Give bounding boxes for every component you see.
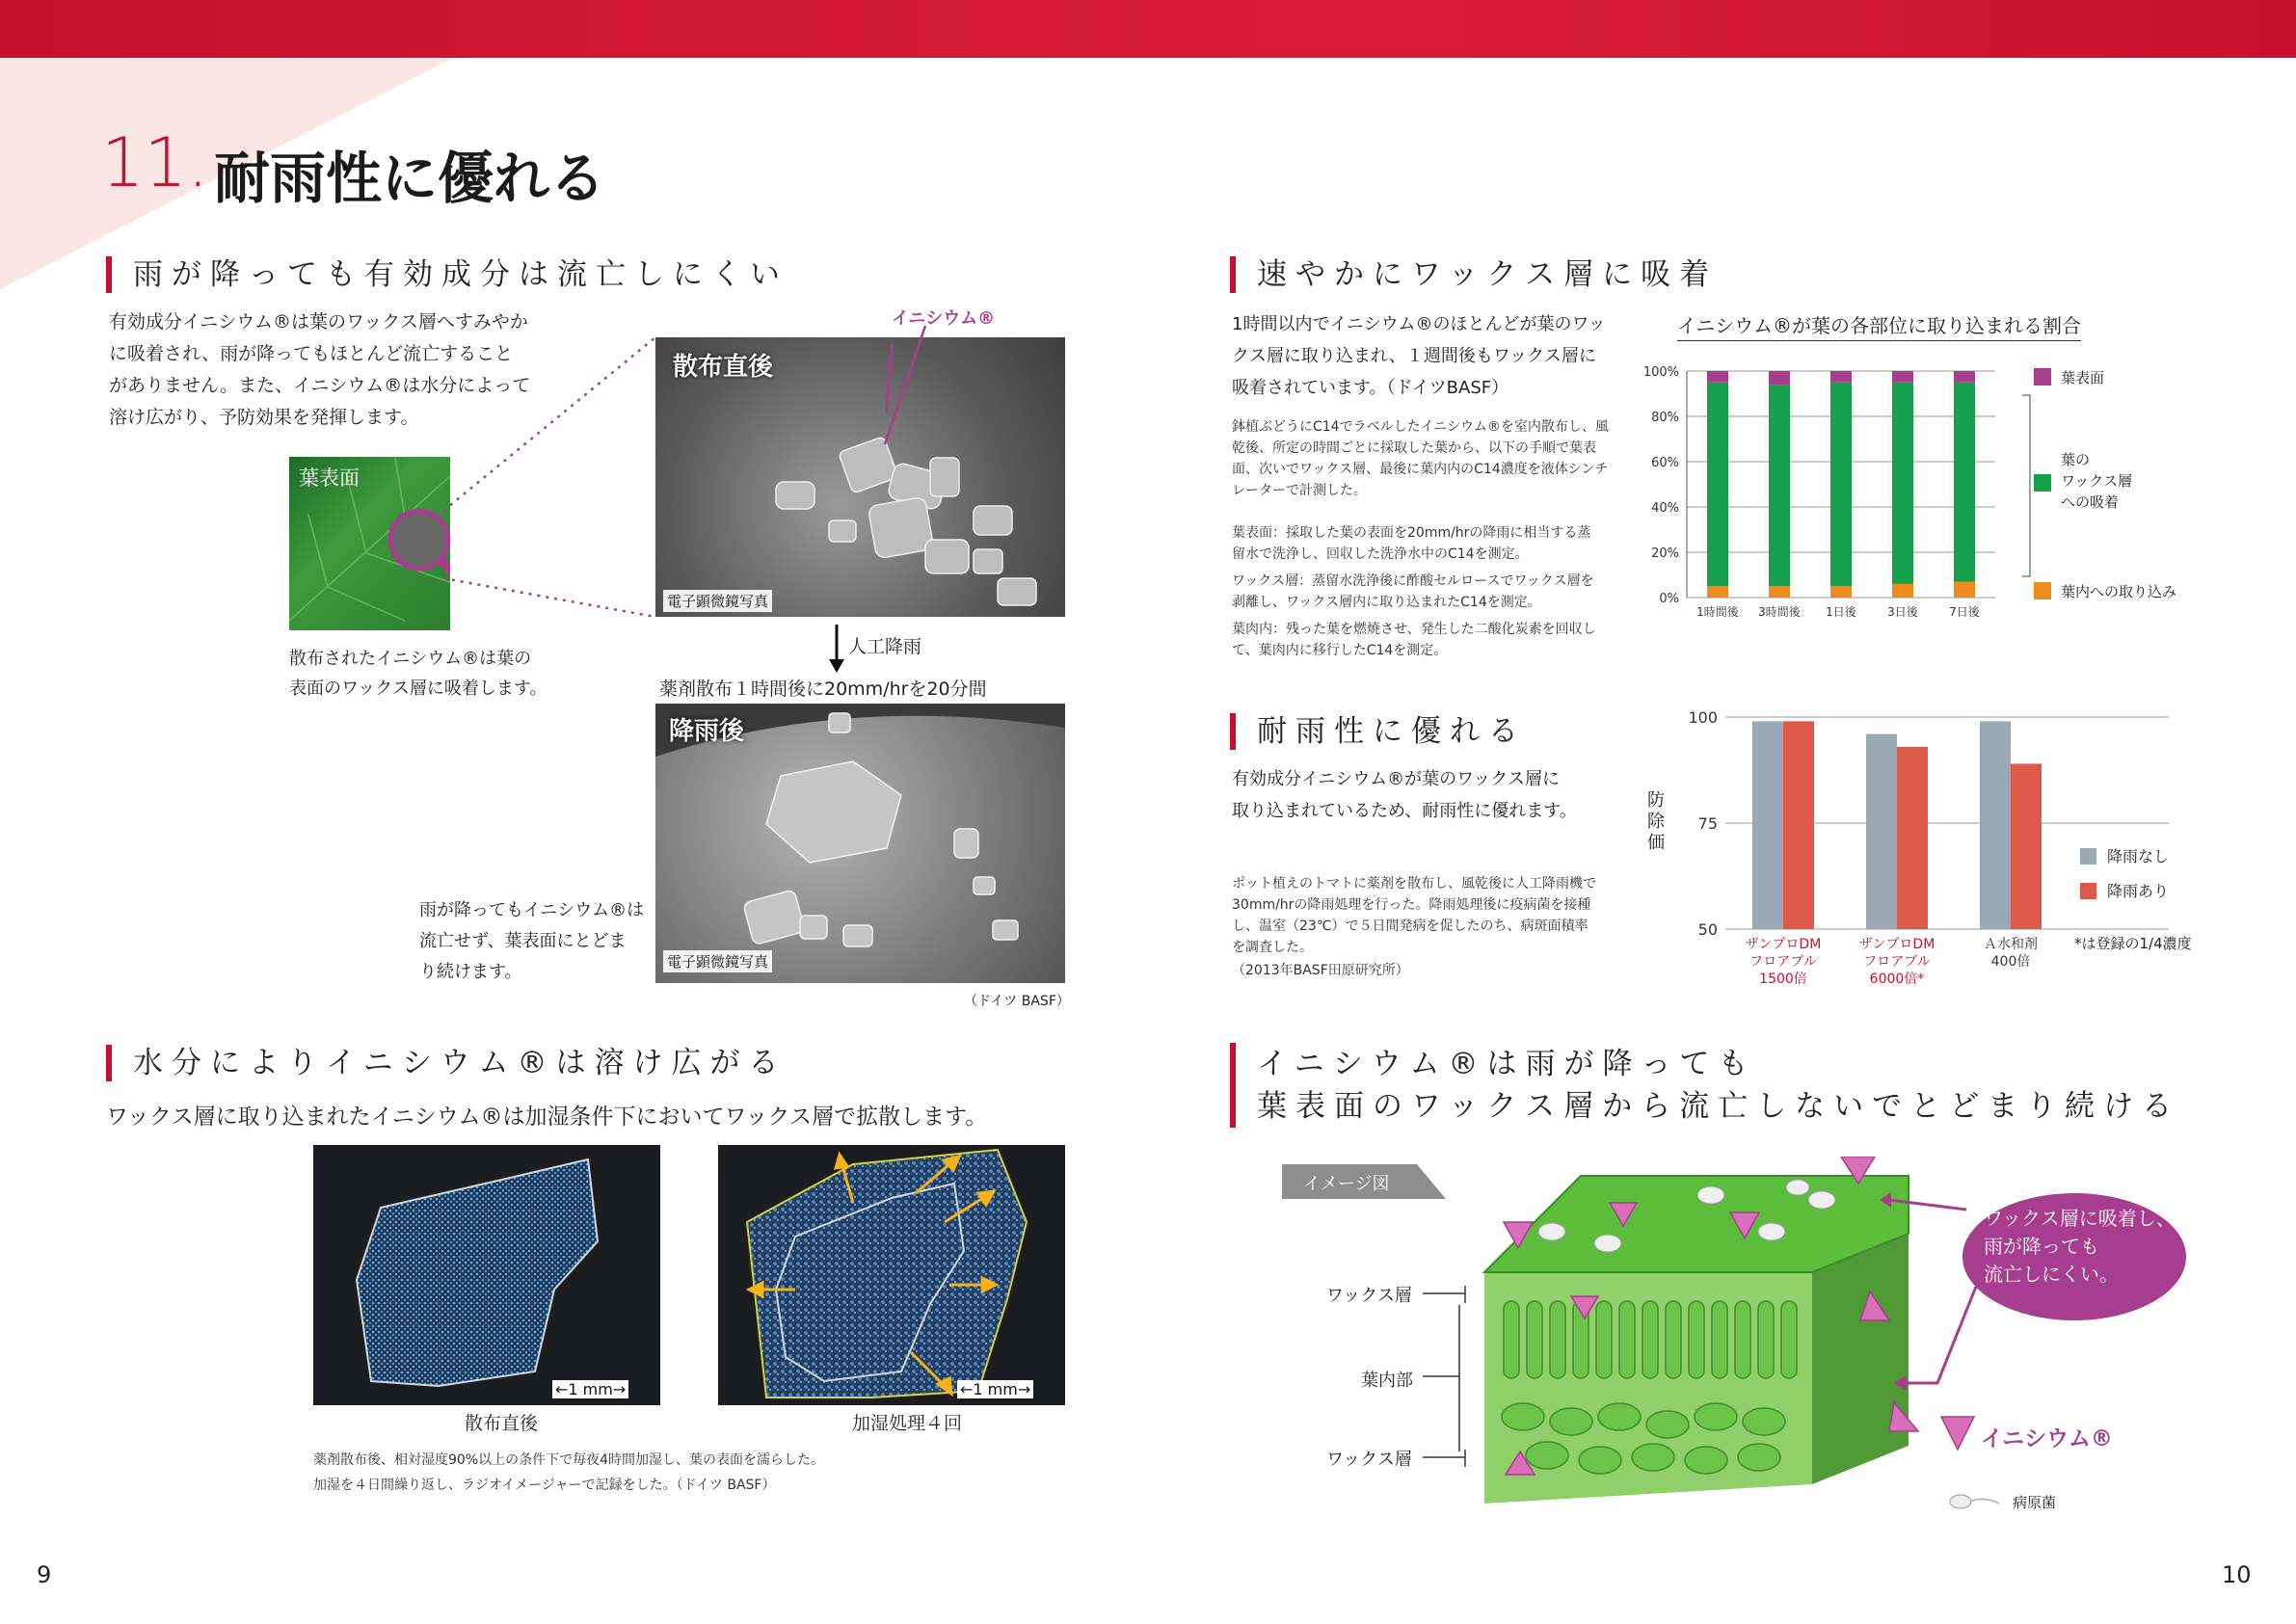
bubble-line: 雨が降っても	[1984, 1235, 2099, 1258]
section4-body	[1232, 763, 1577, 827]
legend-bracket	[2022, 395, 2030, 576]
section4-line: 有効成分イニシウム®が葉のワックス層に	[1232, 769, 1561, 789]
x-tick-label: 7日後	[1949, 605, 1980, 619]
img1-caption: 散布直後	[465, 1413, 539, 1434]
section3-heading: 速やかにワックス層に吸着	[1230, 256, 1718, 293]
section5-heading-line: 葉表面のワックス層から流亡しないでとどまり続ける	[1257, 1089, 2181, 1124]
section1-line: がありません。また、イニシウム®は水分によって	[109, 375, 531, 396]
x-tick-label: Ａ水和剤	[1984, 937, 2038, 952]
x-tick-label: 6000倍*	[1869, 972, 1925, 987]
bar-segment	[1954, 582, 1975, 598]
bar-segment	[1707, 371, 1728, 383]
section3-notes	[1232, 522, 1637, 661]
page-title: 耐雨性に優れる	[214, 146, 606, 211]
legend-label: 降雨あり	[2107, 882, 2170, 900]
leaf-surface-photo	[289, 457, 450, 630]
note-line: て、葉肉内に移行したC14を測定。	[1232, 643, 1448, 658]
section3-body	[1232, 308, 1637, 404]
scale-bar: ←1 mm→	[957, 1380, 1033, 1398]
page-number-left: 9	[37, 1561, 52, 1588]
note-line: 留水で洗浄し、回収した洗浄水中のC14を測定。	[1232, 546, 1529, 562]
note-line: 剥離し、ワックス層内に取り込まれたC14を測定。	[1232, 595, 1541, 610]
bubble-line: ワックス層に吸着し、	[1984, 1207, 2176, 1230]
bar-segment	[1769, 586, 1790, 598]
legend-label: 葉の	[2061, 451, 2091, 468]
top-red-band	[0, 0, 2296, 58]
section2-heading: 水分によりイニシウム®は溶け広がる	[106, 1045, 787, 1081]
y-tick-label: 50	[1697, 920, 1718, 939]
section-number: 11.	[101, 123, 209, 202]
section3-method	[1232, 416, 1637, 501]
y-tick-label: 0%	[1659, 592, 1679, 606]
legend-swatch	[2034, 582, 2051, 599]
photo-label-after-rain: 降雨後	[669, 717, 745, 746]
legend-swatch	[2034, 368, 2051, 386]
photo-label-after-spray: 散布直後	[673, 353, 774, 382]
section3-line: 1時間以内でイニシウム®のほとんどが葉のワッ	[1232, 314, 1606, 334]
source-basf: （ドイツ BASF）	[964, 994, 1070, 1009]
sem-caption: 電子顕微鏡写真	[663, 950, 772, 972]
section4-heading: 耐雨性に優れる	[1230, 713, 1527, 750]
section1-line: 溶け広がり、予防効果を発揮します。	[109, 407, 419, 428]
rain-caption-line: り続けます。	[419, 962, 522, 982]
pathogen-legend-label: 病原菌	[2013, 1494, 2057, 1511]
leaf-caption-line: 散布されたイニシウム®は葉の	[289, 649, 532, 669]
y-axis-label: 防	[1647, 790, 1665, 811]
bar-segment	[1769, 371, 1790, 385]
bar-segment	[1769, 385, 1790, 586]
y-tick-label: 100%	[1642, 365, 1679, 380]
y-tick-label: 20%	[1651, 546, 1679, 561]
radio-image-after-spray	[313, 1145, 660, 1405]
legend-swatch	[2080, 848, 2096, 865]
rain-label: 人工降雨	[848, 636, 922, 657]
chart-footnote: *は登録の1/4濃度	[2074, 935, 2192, 952]
leaf-caption	[289, 644, 547, 704]
section5-heading-line: イニシウム®は雨が降っても	[1257, 1047, 1757, 1081]
section1-line: 有効成分イニシウム®は葉のワックス層へすみやか	[109, 311, 528, 333]
inisium-pointer-label: イニシウム®	[892, 308, 996, 329]
method-line: 30mm/hrの降雨処理を行った。降雨処理後に疫病菌を接種	[1232, 897, 1591, 913]
method-line: を調査した。	[1232, 940, 1313, 955]
sem-photo-after-rain	[655, 704, 1065, 983]
scale-bar: ←1 mm→	[552, 1380, 628, 1398]
section2-lead: ワックス層に取り込まれたイニシウム®は加湿条件下においてワックス層で拡散します。	[106, 1105, 988, 1130]
y-axis-label: 価	[1647, 833, 1665, 853]
x-tick-label: 1時間後	[1696, 605, 1739, 619]
chart2-grouped-bar	[1639, 700, 2265, 998]
y-tick-label: 75	[1697, 814, 1718, 833]
callout-arrows	[1880, 1181, 1986, 1393]
chart1-title: イニシウム®が葉の各部位に取り込まれる割合	[1677, 310, 2081, 341]
x-tick-label: フロアブル	[1749, 954, 1817, 970]
section1-heading: 雨が降っても有効成分は流亡しにくい	[106, 256, 788, 293]
rain-caption-line: 雨が降ってもイニシウム®は	[419, 900, 645, 920]
inisium-legend-label: イニシウム®	[1981, 1426, 2113, 1451]
legend-label: ワックス層	[2061, 472, 2133, 490]
bar-segment	[1954, 371, 1975, 383]
page-number-right: 10	[2222, 1561, 2252, 1588]
bar-segment	[1892, 371, 1913, 383]
leaf-caption-line: 表面のワックス層に吸着します。	[289, 679, 547, 699]
bubble-line: 流亡しにくい。	[1984, 1263, 2119, 1286]
x-tick-label: ザンプロDM	[1858, 937, 1936, 952]
radio-image-shape-humid	[718, 1145, 1065, 1405]
section3-line: クス層に取り込まれ、１週間後もワックス層に	[1232, 346, 1596, 366]
label-wax-bottom: ワックス層	[1326, 1450, 1412, 1470]
method-line: 面、次いでワックス層、最後に葉内内のC14濃度を液体シンチ	[1232, 462, 1609, 477]
bar	[1897, 747, 1928, 929]
y-tick-label: 80%	[1651, 411, 1679, 425]
section2-notes	[313, 1448, 824, 1498]
section5-heading	[1230, 1043, 2180, 1128]
x-tick-label: ザンプロDM	[1745, 937, 1822, 952]
legend-swatch	[2034, 474, 2051, 492]
label-wax-top: ワックス層	[1326, 1286, 1412, 1306]
method-line: し、温室（23℃）で５日間発病を促したのち、病斑面積率	[1232, 918, 1589, 934]
leaf-label: 葉表面	[299, 466, 360, 490]
radio-image-shape	[313, 1145, 660, 1405]
x-tick-label: 1日後	[1826, 605, 1856, 619]
method-line: 鉢植ぶどうにC14でラベルしたイニシウム®を室内散布し、風	[1232, 419, 1609, 435]
y-tick-label: 40%	[1651, 501, 1679, 516]
section3-line: 吸着されています。（ドイツBASF）	[1232, 378, 1509, 398]
legend-label: 葉表面	[2061, 369, 2105, 386]
section4-method	[1232, 873, 1637, 958]
bar	[1866, 734, 1897, 929]
section1-line: に吸着され、雨が降ってもほとんど流亡すること	[109, 343, 514, 364]
bar-segment	[1707, 586, 1728, 598]
label-brackets	[1423, 1282, 1481, 1475]
rain-caption	[419, 895, 644, 988]
y-tick-label: 100	[1688, 708, 1718, 727]
note-line: 加湿を４日間繰り返し、ラジオイメージャーで記録をした。（ドイツ BASF）	[313, 1478, 776, 1493]
zoom-connectors	[443, 337, 665, 626]
leaf-cross-section-illustration	[1465, 1157, 1928, 1523]
img2-caption: 加湿処理４回	[852, 1413, 963, 1434]
x-tick-label: 1500倍	[1759, 972, 1807, 987]
bar	[1980, 721, 2011, 929]
label-inner-leaf: 葉内部	[1361, 1371, 1413, 1391]
x-tick-label: 3日後	[1887, 605, 1918, 619]
rain-caption-line: 流亡せず、葉表面にとどま	[419, 931, 627, 951]
rain-condition: 薬剤散布１時間後に20mm/hrを20分間	[659, 679, 987, 700]
method-line: 乾後、所定の時間ごとに採取した葉から、以下の手順で葉表	[1232, 440, 1596, 456]
bar-segment	[1892, 584, 1913, 598]
x-tick-label: 3時間後	[1758, 605, 1801, 619]
section4-line: 取り込まれているため、耐雨性に優れます。	[1232, 801, 1577, 821]
x-tick-label: 400倍	[1990, 954, 2031, 970]
pointer-line	[868, 324, 945, 449]
section4-source: （2013年BASF田原研究所）	[1232, 963, 1409, 978]
legend-label: 降雨なし	[2107, 847, 2170, 865]
legend-label: 葉内への取り込み	[2061, 583, 2177, 600]
radio-image-after-humidity	[718, 1145, 1065, 1405]
method-line: レーターで計測した。	[1232, 483, 1367, 498]
chart1-stacked-bar	[1629, 357, 2207, 626]
bar	[2011, 763, 2042, 929]
note-line: 葉肉内：残った葉を燃焼させ、発生した二酸化炭素を回収し	[1232, 622, 1596, 637]
bar-segment	[1707, 383, 1728, 587]
y-axis-label: 除	[1647, 812, 1665, 832]
sem-caption: 電子顕微鏡写真	[663, 590, 772, 612]
image-tag: イメージ図	[1303, 1174, 1390, 1194]
bar-segment	[1830, 371, 1852, 383]
bar	[1752, 721, 1783, 929]
sem-photo-after-spray	[655, 337, 1065, 617]
note-line: ワックス層：蒸留水洗浄後に酢酸セルロースでワックス層を	[1232, 573, 1594, 589]
bar-segment	[1954, 383, 1975, 582]
legend-swatch	[2080, 883, 2096, 899]
y-tick-label: 60%	[1651, 456, 1679, 470]
bar-segment	[1830, 586, 1852, 598]
x-tick-label: フロアブル	[1863, 954, 1931, 970]
down-arrow-icon	[827, 625, 846, 675]
inisium-legend-icon	[1939, 1415, 1978, 1453]
bar-segment	[1892, 383, 1913, 584]
note-line: 葉表面：採取した葉の表面を20mm/hrの降雨に相当する蒸	[1232, 525, 1591, 541]
pathogen-legend-icon	[1949, 1492, 2007, 1511]
legend-label: への吸着	[2061, 493, 2120, 511]
method-line: ポット植えのトマトに薬剤を散布し、風乾後に人工降雨機で	[1232, 876, 1596, 892]
bar-segment	[1830, 383, 1852, 587]
callout-bubble	[1962, 1193, 2186, 1320]
note-line: 薬剤散布後、相対湿度90%以上の条件下で毎夜4時間加湿し、葉の表面を濡らした。	[313, 1452, 825, 1468]
bar	[1783, 721, 1814, 929]
